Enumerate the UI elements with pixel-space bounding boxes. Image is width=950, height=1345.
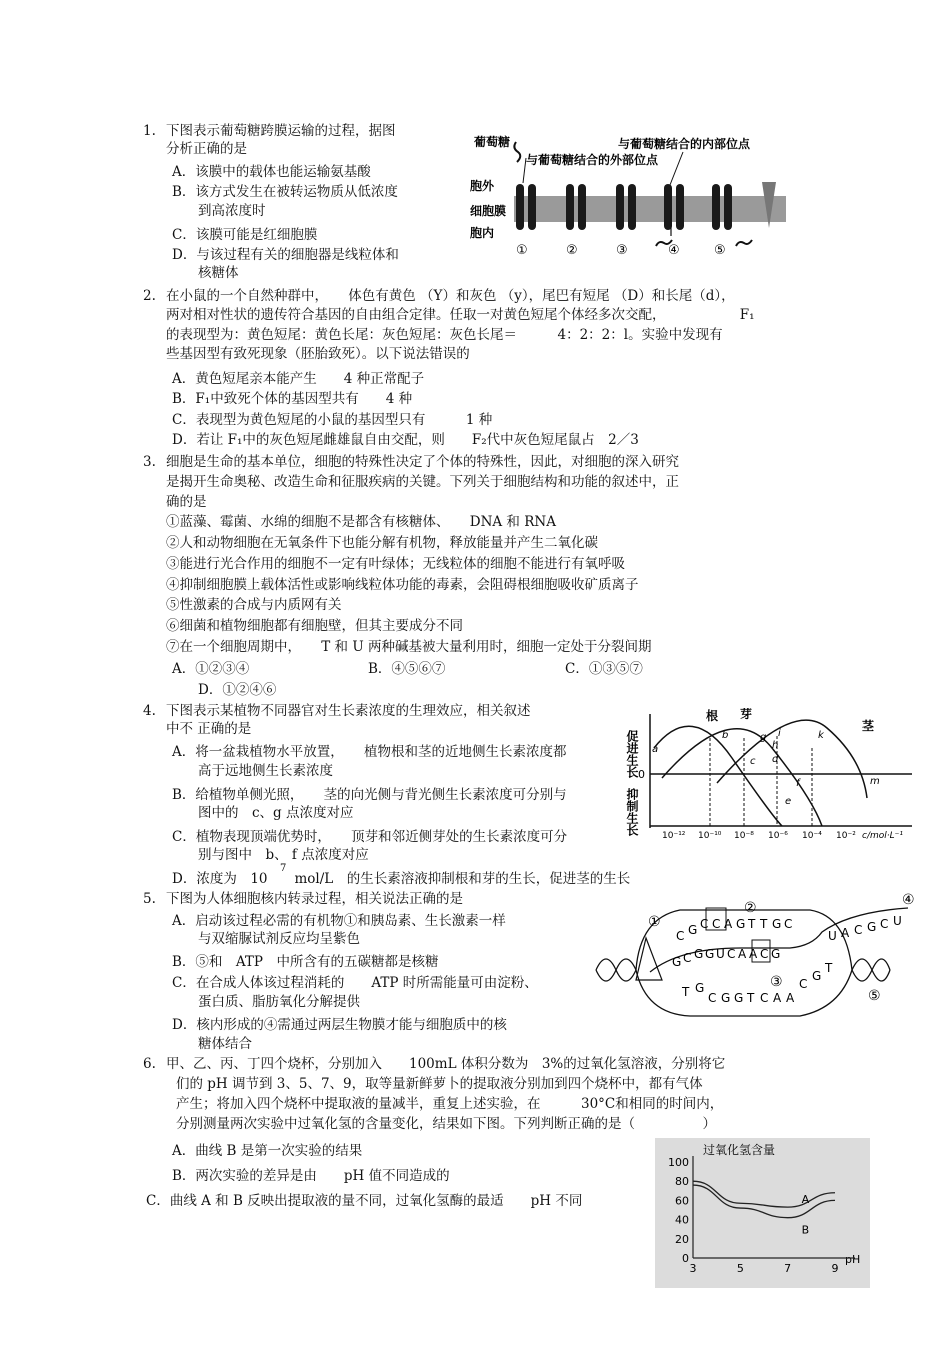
option-c-cont: 别与图中 b、 f 点浓度对应 xyxy=(198,847,369,863)
template-base: T xyxy=(760,917,768,931)
template-base: C xyxy=(784,917,793,931)
option-d-cont: 糖体结合 xyxy=(198,1036,252,1052)
glucose-label: 葡萄糖 xyxy=(474,135,511,149)
y-tick-label: 0 xyxy=(682,1252,689,1265)
membrane-band xyxy=(514,196,786,222)
statement: ①蓝藻、霉菌、水绵的细胞不是都含有核糖体、 DNA 和 RNA xyxy=(166,514,556,530)
option-b[interactable]: B．给植物单侧光照， 茎的向光侧与背光侧生长素浓度可分别与 xyxy=(172,787,567,803)
ylabel-char: 抑制生长 xyxy=(625,788,639,836)
point-label: a xyxy=(652,744,659,755)
step-label: ④ xyxy=(668,243,680,258)
question-stem: 在小鼠的一个自然种群中， 体色有黄色 （Y）和灰色 （y），尾巴有短尾 （D）和长尾（d）， xyxy=(166,288,735,304)
point-label: d xyxy=(772,754,779,765)
question-stem: 下图为人体细胞核内转录过程，相关说法正确的是 xyxy=(166,891,463,907)
outside-label: 胞外 xyxy=(470,179,495,193)
option-c[interactable]: C．植物表现顶端优势时， 顶芽和邻近侧芽处的生长素浓度可分 xyxy=(172,829,568,845)
option-a[interactable]: A．①②③④ xyxy=(172,661,250,677)
option-d-cont: 核糖体 xyxy=(198,265,239,281)
point-label: c xyxy=(750,756,756,767)
ylabel-char: 促进生长 xyxy=(625,730,639,778)
chart-title: 过氧化氢含量 xyxy=(703,1143,776,1157)
coding-base: C xyxy=(760,991,769,1005)
x-tick-label: 9 xyxy=(831,1262,839,1275)
question-stem: 些基因型有致死现象（胚胎致死）。以下说法错误的 xyxy=(166,346,470,362)
step-label: ② xyxy=(566,243,578,258)
option-b-cont: 到高浓度时 xyxy=(198,203,266,219)
rna-base: G xyxy=(705,947,715,961)
membrane-label: 细胞膜 xyxy=(470,204,507,218)
point-label: b xyxy=(722,730,729,741)
coding-base: T xyxy=(682,985,690,999)
question-stem: 下图表示某植物不同器官对生长素浓度的生理效应，相关叙述 xyxy=(166,703,531,719)
x-tick: 10⁻¹² xyxy=(662,831,686,840)
coding-base: G xyxy=(721,991,731,1005)
option-a-cont: 高于远地侧生长素浓度 xyxy=(198,763,333,779)
option-b-cont: 图中的 c、g 点浓度对应 xyxy=(198,805,354,821)
statement: ②人和动物细胞在无氧条件下也能分解有机物，释放能量并产生二氧化碳 xyxy=(166,535,598,551)
question-stem: 的表现型为：黄色短尾：黄色长尾：灰色短尾：灰色长尾＝ 4：2：2：l。实验中发现有 xyxy=(166,327,723,343)
coding-base: A xyxy=(773,991,782,1005)
template-base: T xyxy=(748,917,756,931)
label-5: ⑤ xyxy=(868,988,881,1004)
template-base: C xyxy=(712,917,721,931)
x-tick: 10⁻² xyxy=(836,831,856,840)
rna-base: A xyxy=(749,947,758,961)
coding-base: T xyxy=(825,961,833,975)
coding-base: T xyxy=(747,991,755,1005)
rna-base: G xyxy=(694,947,704,961)
membrane-transport-figure xyxy=(468,128,798,268)
x-unit: c/mol·L⁻¹ xyxy=(862,831,903,840)
inner-site-label: 与葡萄糖结合的内部位点 xyxy=(618,137,751,151)
transcription-figure xyxy=(590,888,925,1020)
label-1: ① xyxy=(648,914,661,930)
label-3: ③ xyxy=(770,974,783,990)
option-a[interactable]: A．启动该过程必需的有机物①和胰岛素、生长激素一样 xyxy=(172,913,506,929)
template-base: G xyxy=(688,923,698,937)
x-tick: 10⁻⁸ xyxy=(734,831,754,840)
question-number: 3. xyxy=(143,454,156,470)
statement: ⑥细菌和植物细胞都有细胞壁，但其主要成分不同 xyxy=(166,618,463,634)
label-2: ② xyxy=(744,900,757,916)
option-b[interactable]: B．该方式发生在被转运物质从低浓度 xyxy=(172,184,398,200)
rna-base: C xyxy=(727,947,736,961)
option-d[interactable]: D．与该过程有关的细胞器是线粒体和 xyxy=(172,247,399,263)
point-label: i xyxy=(778,728,781,739)
question-stem: 产生；将加入四个烧杯中提取液的量减半，重复上述实验，在 30°C和相同的时间内， xyxy=(176,1096,724,1112)
option-a-cont: 与双缩脲试剂反应均呈紫色 xyxy=(198,931,360,947)
x-tick: 10⁻⁴ xyxy=(802,831,822,840)
x-tick-label: 5 xyxy=(736,1262,744,1275)
point-label: k xyxy=(818,730,824,741)
option-a[interactable]: A．黄色短尾亲本能产生 4 种正常配子 xyxy=(172,371,425,387)
question-stem: 细胞是生命的基本单位，细胞的特殊性决定了个体的特殊性，因此，对细胞的深入研究 xyxy=(166,454,679,470)
option-a[interactable]: A．该膜中的载体也能运输氨基酸 xyxy=(172,164,371,180)
series-label-B: B xyxy=(801,1223,810,1237)
question-stem: 甲、乙、丙、丁四个烧杯，分别加入 100mL 体积分数为 3%的过氧化氢溶液，分别将它 xyxy=(166,1056,726,1072)
rna-base: U xyxy=(893,914,902,928)
option-a[interactable]: A．曲线 B 是第一次实验的结果 xyxy=(172,1143,363,1159)
stem-curve xyxy=(717,720,867,798)
glucose-icon xyxy=(736,240,752,246)
step-label: ⑤ xyxy=(714,243,726,258)
option-b[interactable]: B．两次实验的差异是由 pH 值不同造成的 xyxy=(172,1168,450,1184)
glucose-icon xyxy=(514,142,520,162)
rna-base: G xyxy=(771,947,781,961)
option-c[interactable]: C．①③⑤⑦ xyxy=(565,661,643,677)
rna-base: C xyxy=(683,951,692,965)
question-stem: 是揭开生命奥秘、改造生命和征服疾病的关键。下列关于细胞结构和功能的叙述中，正 xyxy=(166,474,679,490)
rna-base: U xyxy=(716,947,725,961)
outer-site-label: 与葡萄糖结合的外部位点 xyxy=(526,153,659,167)
question-stem: 确的是 xyxy=(166,494,207,510)
rna-base: G xyxy=(672,955,682,969)
option-c[interactable]: C．该膜可能是红细胞膜 xyxy=(172,227,318,243)
x-tick: 10⁻⁶ xyxy=(768,831,788,840)
option-b[interactable]: B．④⑤⑥⑦ xyxy=(368,661,446,677)
x-axis-label: pH xyxy=(845,1253,861,1266)
point-label: f xyxy=(796,778,800,789)
rna-base: U xyxy=(828,929,837,943)
template-base: A xyxy=(724,917,733,931)
series-label-A: A xyxy=(801,1193,810,1207)
option-d[interactable]: D．浓度为 10 mol/L 的生长素溶液抑制根和芽的生长，促进茎的生长 xyxy=(172,871,631,887)
step-label: ③ xyxy=(616,243,628,258)
question-stem: 分析正确的是 xyxy=(166,141,247,157)
question-number: 1. xyxy=(143,123,156,139)
rna-base: C xyxy=(760,947,769,961)
y-tick-label: 100 xyxy=(668,1156,689,1169)
question-stem: 分别测量两次实验中过氧化氢的含量变化，结果如下图。下列判断正确的是（ ） xyxy=(176,1116,716,1132)
option-c[interactable]: C．在合成人体该过程消耗的 ATP 时所需能量可由淀粉、 xyxy=(172,975,538,991)
step-label: ① xyxy=(516,243,528,258)
question-stem: 下图表示葡萄糖跨膜运输的过程，据图 xyxy=(166,123,396,139)
question-number: 5. xyxy=(143,891,156,907)
y-tick-label: 20 xyxy=(675,1232,689,1246)
statement: ③能进行光合作用的细胞不一定有叶绿体；无线粒体的细胞不能进行有氧呼吸 xyxy=(166,556,625,572)
point-label: m xyxy=(870,776,880,787)
question-number: 6. xyxy=(143,1056,156,1072)
coding-base: G xyxy=(695,981,705,995)
x-tick-label: 3 xyxy=(689,1262,697,1275)
statement: ⑤性激素的合成与内质网有关 xyxy=(166,597,342,613)
option-c-cont: 蛋白质、脂肪氧化分解提供 xyxy=(198,994,360,1010)
rna-base: A xyxy=(738,947,747,961)
option-b[interactable]: B．⑤和 ATP 中所含有的五碳糖都是核糖 xyxy=(172,954,439,970)
x-tick-label: 7 xyxy=(784,1262,792,1275)
option-a[interactable]: A．将一盆栽植物水平放置， 植物根和茎的近地侧生长素浓度都 xyxy=(172,744,567,760)
rna-base: C xyxy=(854,923,863,937)
template-base: G xyxy=(736,917,746,931)
question-number: 2. xyxy=(143,288,156,304)
y-tick-label: 80 xyxy=(675,1175,689,1189)
template-base: C xyxy=(676,929,685,943)
y-tick-label: 60 xyxy=(675,1194,689,1208)
rna-base: A xyxy=(841,926,850,940)
x-tick: 10⁻¹⁰ xyxy=(698,831,722,840)
coding-base: G xyxy=(734,991,744,1005)
option-c[interactable]: C．曲线 A 和 B 反映出提取液的量不同，过氧化氢酶的最适 pH 不同 xyxy=(146,1193,583,1209)
inside-label: 胞内 xyxy=(470,226,495,240)
label-4: ④ xyxy=(902,892,915,908)
question-number: 4. xyxy=(143,703,156,719)
organ-label-root: 根 xyxy=(706,709,719,723)
rna-base: C xyxy=(880,917,889,931)
question-stem: 中不 正确的是 xyxy=(166,721,252,737)
template-base: C xyxy=(700,917,709,931)
statement: ⑦在一个细胞周期中， T 和 U 两种碱基被大量利用时，细胞一定处于分裂间期 xyxy=(166,639,652,655)
coding-base: C xyxy=(708,991,717,1005)
exponent-superscript: 7 xyxy=(280,863,287,874)
option-d[interactable]: D．①②④⑥ xyxy=(198,682,277,698)
coding-base: G xyxy=(812,969,822,983)
statement: ④抑制细胞膜上载体活性或影响线粒体功能的毒素，会阻碍根细胞吸收矿质离子 xyxy=(166,577,639,593)
coding-base: C xyxy=(799,977,808,991)
point-label: e xyxy=(785,796,792,807)
rna-polymerase-icon xyxy=(636,938,662,980)
question-stem: 两对相对性状的遗传符合基因的自由组合定律。任取一对黄色短尾个体经多次交配， F₁ xyxy=(166,307,755,323)
organ-label-bud: 芽 xyxy=(740,708,753,721)
option-d[interactable]: D．核内形成的④需通过两层生物膜才能与细胞质中的核 xyxy=(172,1017,507,1033)
question-stem: 们的 pH 调节到 3、5、7、9，取等量新鲜萝卜的提取液分别加到四个烧杯中，都有气体 xyxy=(176,1076,703,1092)
option-b[interactable]: B．F₁中致死个体的基因型共有 4 种 xyxy=(172,391,413,407)
auxin-effect-figure xyxy=(622,708,917,840)
rna-base: G xyxy=(867,920,877,934)
coding-base: A xyxy=(786,991,795,1005)
point-label: h xyxy=(772,740,779,751)
y-tick-label: 40 xyxy=(675,1213,689,1227)
point-label: g xyxy=(760,732,767,743)
template-base: G xyxy=(772,917,782,931)
option-c[interactable]: C．表现型为黄色短尾的小鼠的基因型只有 1 种 xyxy=(172,412,493,428)
zero-label: 0 xyxy=(638,768,645,781)
h2o2-chart xyxy=(655,1138,870,1288)
pointer-line xyxy=(523,158,526,183)
option-d[interactable]: D．若让 F₁中的灰色短尾雌雄鼠自由交配，则 F₂代中灰色短尾鼠占 2／3 xyxy=(172,432,639,448)
organ-label-stem: 茎 xyxy=(862,719,875,733)
